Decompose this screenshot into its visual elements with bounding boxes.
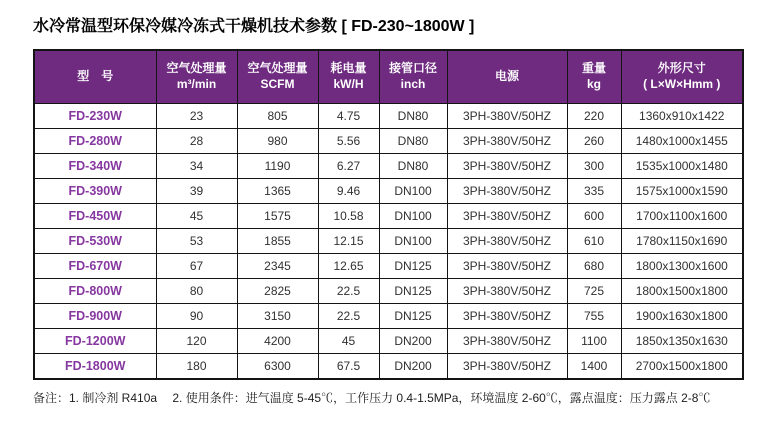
column-header [34,50,156,104]
value-cell: 45 [318,329,379,354]
column-header [621,50,743,104]
value-cell: 9.46 [318,179,379,204]
value-cell: 2700x1500x1800 [621,354,743,380]
value-cell: DN80 [379,129,447,154]
value-cell: 3PH-380V/50HZ [447,154,567,179]
value-cell: 1535x1000x1480 [621,154,743,179]
value-cell: 600 [567,204,621,229]
value-cell: 23 [156,104,237,129]
value-cell: 22.5 [318,304,379,329]
value-cell: 680 [567,254,621,279]
value-cell: 1850x1350x1630 [621,329,743,354]
value-cell: 1100 [567,329,621,354]
column-sublabel: SCFM [260,77,295,91]
value-cell: 335 [567,179,621,204]
value-cell: 39 [156,179,237,204]
value-cell: 6.27 [318,154,379,179]
value-cell: 53 [156,229,237,254]
value-cell: 220 [567,104,621,129]
column-label: 空气处理量 [166,61,227,76]
value-cell: 1900x1630x1800 [621,304,743,329]
value-cell: 3150 [237,304,318,329]
value-cell: 260 [567,129,621,154]
column-header [567,50,621,104]
value-cell: 3PH-380V/50HZ [447,254,567,279]
value-cell: 1365 [237,179,318,204]
value-cell: 3PH-380V/50HZ [447,354,567,380]
table-header [34,50,743,104]
column-header [156,50,237,104]
value-cell: 12.65 [318,254,379,279]
value-cell: 28 [156,129,237,154]
column-label: 外形尺寸 [657,61,706,76]
value-cell: 80 [156,279,237,304]
value-cell: 1480x1000x1455 [621,129,743,154]
value-cell: DN100 [379,179,447,204]
value-cell: 1400 [567,354,621,380]
value-cell: 4200 [237,329,318,354]
table-row [34,104,743,129]
value-cell: DN125 [379,279,447,304]
table-row [34,179,743,204]
model-cell: FD-280W [34,129,156,154]
column-label: 型 号 [77,69,114,84]
column-sublabel: inch [400,77,426,91]
model-cell: FD-670W [34,254,156,279]
value-cell: 1800x1500x1800 [621,279,743,304]
value-cell: 610 [567,229,621,254]
column-header [447,50,567,104]
value-cell: 1190 [237,154,318,179]
value-cell: 180 [156,354,237,380]
value-cell: 4.75 [318,104,379,129]
value-cell: 805 [237,104,318,129]
value-cell: 67 [156,254,237,279]
value-cell: 3PH-380V/50HZ [447,104,567,129]
model-cell: FD-530W [34,229,156,254]
column-sublabel: m³/min [176,77,217,91]
value-cell: 1855 [237,229,318,254]
table-body [34,104,743,380]
table-row [34,304,743,329]
model-cell: FD-800W [34,279,156,304]
value-cell: 1700x1100x1600 [621,204,743,229]
column-label: 空气处理量 [247,61,308,76]
model-cell: FD-450W [34,204,156,229]
column-header [379,50,447,104]
value-cell: 34 [156,154,237,179]
value-cell: 2345 [237,254,318,279]
value-cell: 22.5 [318,279,379,304]
value-cell: DN100 [379,229,447,254]
value-cell: 2825 [237,279,318,304]
model-cell: FD-900W [34,304,156,329]
table-row [34,354,743,380]
value-cell: 12.15 [318,229,379,254]
value-cell: DN100 [379,204,447,229]
column-label: 耗电量 [330,61,367,76]
value-cell: 1575x1000x1590 [621,179,743,204]
column-sublabel: ( L×W×Hmm ) [643,77,721,91]
value-cell: 3PH-380V/50HZ [447,279,567,304]
value-cell: 3PH-380V/50HZ [447,304,567,329]
page-title: 水冷常温型环保冷媒冷冻式干燥机技术参数 [ FD-230~1800W ] [33,18,475,35]
value-cell: 1360x910x1422 [621,104,743,129]
value-cell: DN80 [379,104,447,129]
value-cell: 980 [237,129,318,154]
spec-table [33,49,744,380]
value-cell: DN200 [379,354,447,380]
value-cell: 725 [567,279,621,304]
table-row [34,129,743,154]
value-cell: 3PH-380V/50HZ [447,179,567,204]
column-label: 重量 [581,61,606,76]
value-cell: 5.56 [318,129,379,154]
value-cell: 1780x1150x1690 [621,229,743,254]
table-row [34,154,743,179]
model-cell: FD-390W [34,179,156,204]
value-cell: DN200 [379,329,447,354]
table-row [34,204,743,229]
value-cell: 120 [156,329,237,354]
table-row [34,329,743,354]
model-cell: FD-1200W [34,329,156,354]
model-cell: FD-1800W [34,354,156,380]
column-label: 电源 [494,69,519,84]
value-cell: 90 [156,304,237,329]
value-cell: 3PH-380V/50HZ [447,204,567,229]
value-cell: 10.58 [318,204,379,229]
value-cell: DN125 [379,254,447,279]
column-header [318,50,379,104]
value-cell: 67.5 [318,354,379,380]
value-cell: 3PH-380V/50HZ [447,129,567,154]
value-cell: DN80 [379,154,447,179]
model-cell: FD-340W [34,154,156,179]
table-row [34,254,743,279]
value-cell: 755 [567,304,621,329]
column-sublabel: kW/H [333,77,364,91]
value-cell: 3PH-380V/50HZ [447,329,567,354]
value-cell: DN125 [379,304,447,329]
footer-note: 备注：1. 制冷剂 R410a 2. 使用条件：进气温度 5-45℃，工作压力 0.4-1.5MPa，环境温度 2-60℃，露点温度：压力露点 2-8℃ [33,391,711,405]
column-header [237,50,318,104]
header-row [34,50,743,104]
model-cell: FD-230W [34,104,156,129]
value-cell: 6300 [237,354,318,380]
value-cell: 300 [567,154,621,179]
table-row [34,229,743,254]
value-cell: 3PH-380V/50HZ [447,229,567,254]
value-cell: 1575 [237,204,318,229]
column-sublabel: kg [586,77,601,91]
value-cell: 1800x1300x1600 [621,254,743,279]
column-label: 接管口径 [388,61,437,76]
table-row [34,279,743,304]
value-cell: 45 [156,204,237,229]
